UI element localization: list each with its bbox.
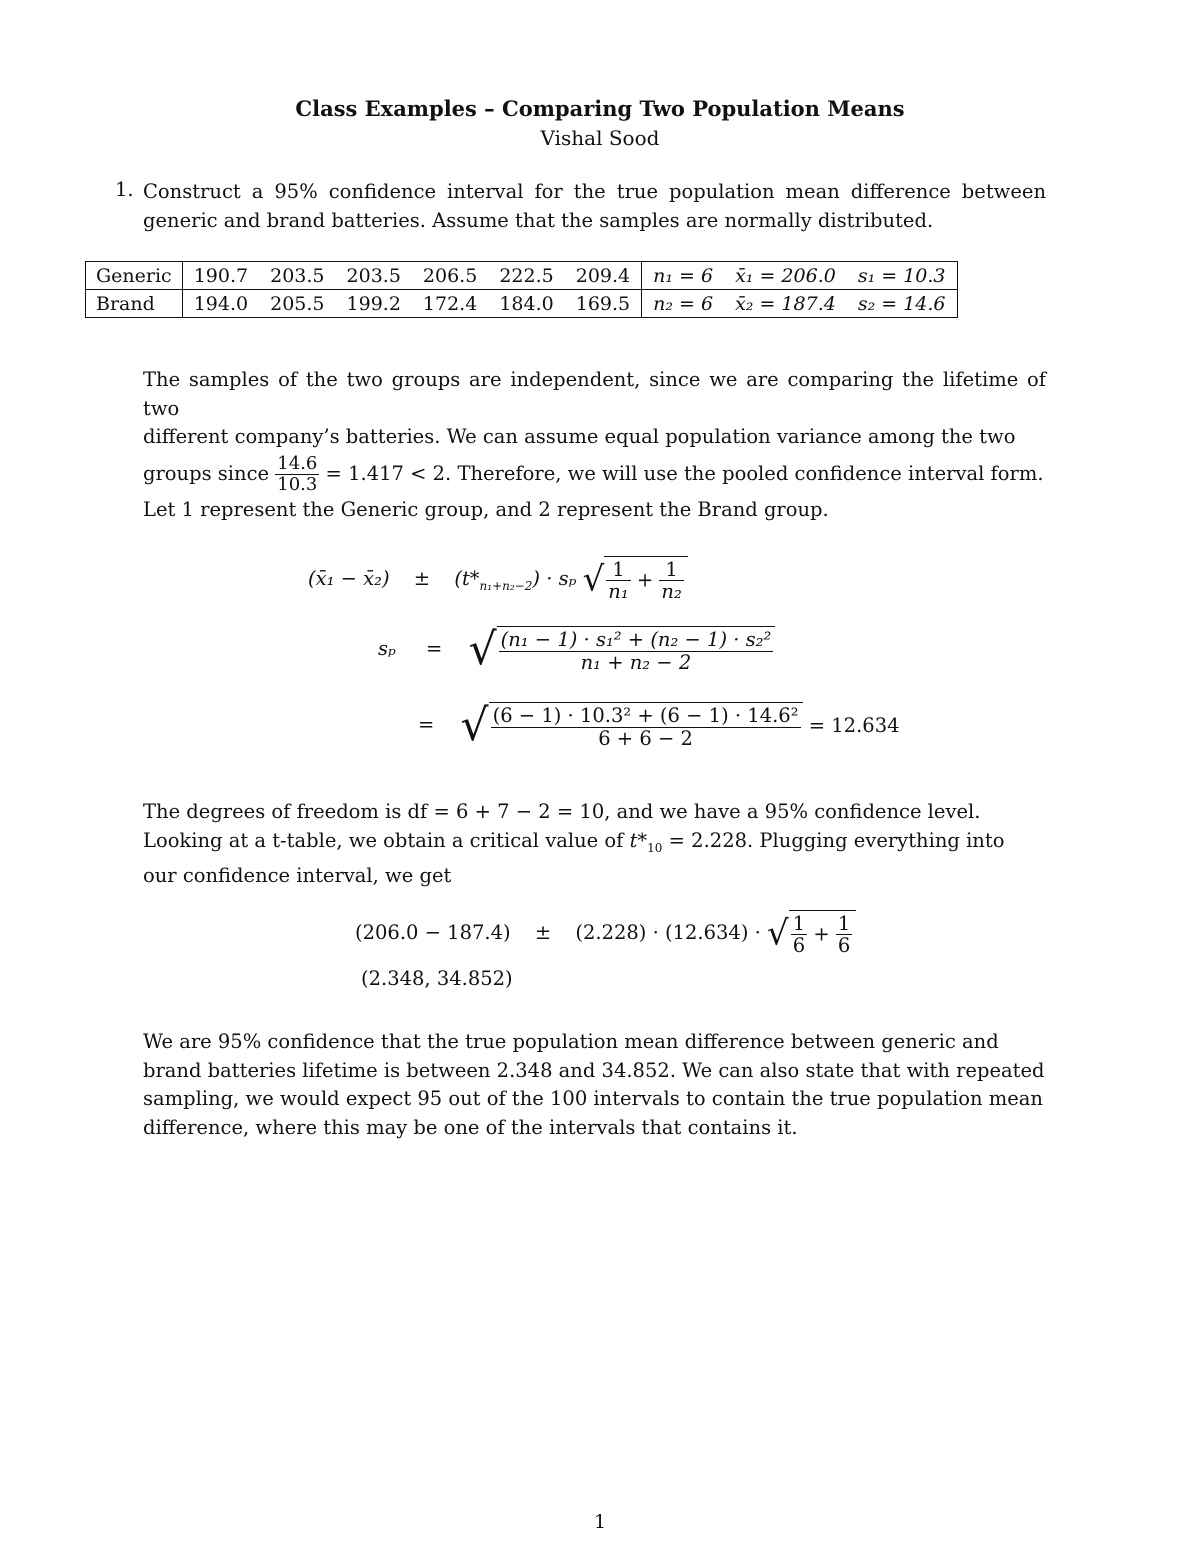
table-cell: 184.0 [488, 290, 564, 318]
table-cell: 172.4 [412, 290, 488, 318]
sqrt-body [489, 702, 803, 749]
fraction-numerator: 1 [837, 912, 851, 935]
sample-mean: x̄₂ = 187.4 [724, 290, 847, 318]
paragraph-degrees-of-freedom [143, 798, 1046, 890]
text-line: The degrees of freedom is df = 6 + 7 − 2 = 10, and we have a 95% confidence level. [143, 800, 981, 823]
table-cell: 194.0 [182, 290, 259, 318]
text-span: = 2.228. Plugging everything into [668, 828, 1005, 852]
pooled-sd-values [418, 700, 900, 751]
text-span: groups since [143, 461, 270, 485]
paragraph-independence [143, 366, 1046, 524]
sample-mean: x̄₁ = 206.0 [724, 262, 847, 290]
table-cell: 169.5 [565, 290, 642, 318]
text-line: brand batteries lifetime is between 2.348 and 34.852. We can also state that with repeated [143, 1058, 1045, 1082]
pooled-values-fraction [491, 705, 801, 749]
sqrt-sign: √ [767, 913, 789, 954]
table-cell: 199.2 [336, 290, 412, 318]
sample-size: n₁ = 6 [642, 262, 724, 290]
text-line: our confidence interval, we get [143, 863, 452, 887]
sample-sd: s₁ = 10.3 [847, 262, 957, 290]
plus-sign: + [636, 568, 654, 592]
fraction-numerator: 14.6 [277, 452, 318, 474]
text-span: Looking at a t-table, we obtain a critical value of [143, 828, 624, 852]
mean-difference: (x̄₁ − x̄₂) [308, 566, 390, 590]
text-line: difference, where this may be one of the intervals that contains it. [143, 1115, 798, 1139]
sample-size: n₂ = 6 [642, 290, 724, 318]
t-critical: t* [629, 828, 648, 852]
sqrt-body [789, 910, 857, 957]
text-line: The samples of the two groups are independent, since we are comparing the lifetime of two [143, 368, 1046, 420]
plus-minus-sign: ± [534, 920, 552, 944]
text-line: Let 1 represent the Generic group, and 2 represent the Brand group. [143, 497, 829, 521]
ci-formula [308, 556, 688, 603]
sp-multiplier: · sₚ [546, 566, 577, 590]
ci-result: (2.348, 34.852) [361, 967, 513, 990]
fraction-numerator: (n₁ − 1) · s₁² + (n₂ − 1) · s₂² [500, 628, 772, 652]
fraction-denominator: 10.3 [277, 473, 318, 495]
table-cell: 222.5 [488, 262, 564, 290]
fraction-denominator: 6 [837, 934, 851, 958]
text-line: sampling, we would expect 95 out of the 100 intervals to contain the true population mean [143, 1087, 1043, 1110]
sqrt-sign: √ [460, 700, 489, 751]
sqrt-sign: √ [582, 559, 605, 600]
plus-sign: + [813, 922, 830, 946]
t-critical: (t* [454, 566, 480, 590]
ci-calculation [355, 910, 856, 957]
fraction-n1 [606, 559, 630, 603]
text-span: = 1.417 < 2. Therefore, we will use the pooled confidence interval form. [325, 461, 1044, 485]
document-title: Class Examples – Comparing Two Population Means [295, 96, 905, 121]
table-cell: 206.5 [412, 262, 488, 290]
fraction-n2 [659, 559, 683, 603]
sqrt-body [604, 556, 688, 603]
data-table [85, 261, 958, 318]
question-number: 1. [115, 178, 134, 201]
fraction-one-sixth [791, 913, 807, 957]
table-row [86, 262, 958, 290]
table-cell: 190.7 [182, 262, 259, 290]
text-line: We are 95% confidence that the true population mean difference between generic and [143, 1030, 999, 1053]
sp-symbol: sₚ [378, 637, 396, 660]
question-text: Construct a 95% confidence interval for the true population mean difference between generic and brand batteries. Assume that the samples are normally distributed. [143, 180, 1046, 232]
table-cell: 203.5 [336, 262, 412, 290]
table-cell: 209.4 [565, 262, 642, 290]
table-cell: 203.5 [259, 262, 335, 290]
paragraph-conclusion [143, 1028, 1046, 1142]
fraction-numerator: (6 − 1) · 10.3² + (6 − 1) · 14.6² [492, 704, 799, 728]
pooled-fraction [499, 629, 774, 673]
text-line [143, 452, 1046, 496]
fraction-denominator: n₁ + n₂ − 2 [580, 650, 692, 674]
t-close: ) [532, 566, 540, 590]
t-subscript: 10 [647, 840, 663, 855]
table-cell: 205.5 [259, 290, 335, 318]
row-label: Generic [86, 262, 183, 290]
sample-sd: s₂ = 14.6 [847, 290, 957, 318]
fraction-denominator: 6 + 6 − 2 [598, 726, 693, 750]
text-line: different company’s batteries. We can assume equal population variance among the two [143, 425, 1016, 448]
equals-sign: = [418, 713, 435, 736]
fraction-denominator: 6 [792, 934, 806, 958]
fraction-numerator: 1 [606, 559, 630, 581]
fraction-numerator: 1 [659, 559, 683, 581]
variance-ratio-fraction [275, 454, 319, 495]
t-subscript: n₁+n₂−2 [479, 578, 533, 593]
calc-terms: (2.228) · (12.634) · [575, 920, 761, 944]
row-label: Brand [86, 290, 183, 318]
plus-minus-sign: ± [413, 566, 431, 590]
author-name: Vishal Sood [540, 126, 660, 150]
fraction-one-sixth [836, 913, 852, 957]
fraction-denominator: n₁ [608, 580, 629, 604]
pooled-sd-result: = 12.634 [808, 714, 900, 737]
fraction-denominator: n₂ [661, 580, 682, 604]
table-row [86, 290, 958, 318]
equals-sign: = [426, 637, 443, 660]
text-line [143, 827, 1046, 862]
fraction-numerator: 1 [792, 912, 806, 935]
sqrt-body [497, 626, 776, 673]
sqrt-sign: √ [468, 624, 497, 675]
mean-difference-values: (206.0 − 187.4) [355, 920, 511, 944]
page-number: 1 [593, 1511, 607, 1533]
pooled-sd-formula [378, 624, 775, 675]
